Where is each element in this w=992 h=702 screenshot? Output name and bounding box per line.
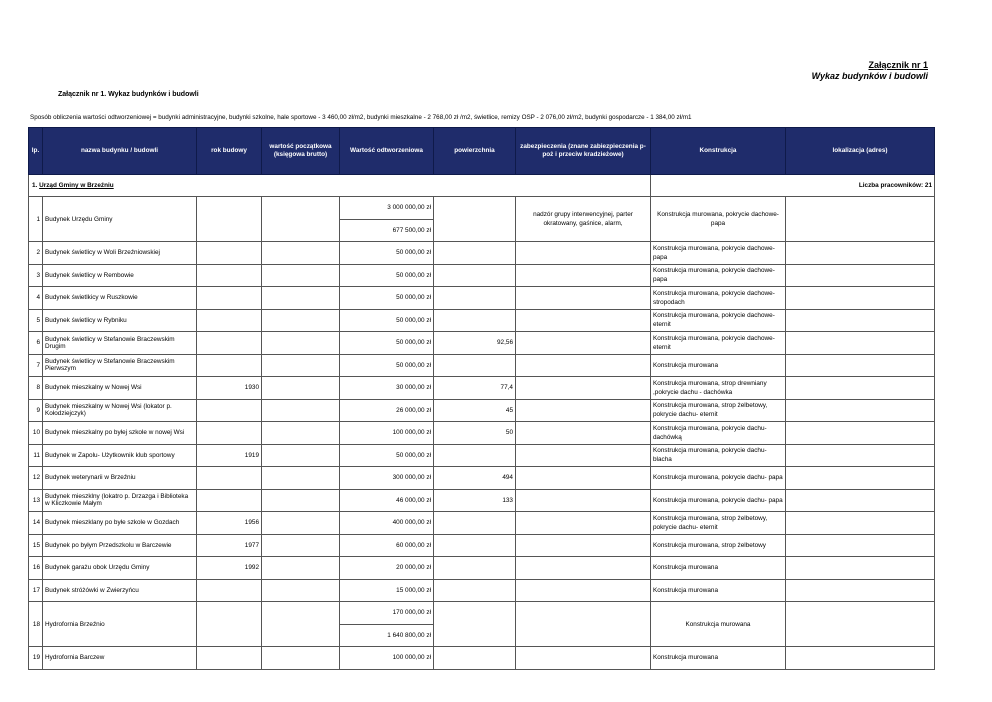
row-security xyxy=(516,557,651,580)
row-security xyxy=(516,242,651,265)
row-lp: 10 xyxy=(29,422,43,445)
header-subtitle: Wykaz budynków i budowli xyxy=(811,71,928,81)
row-name: Budynek świetlicy w Stefanowie Braczewskim Pierwszym xyxy=(43,354,197,377)
row-security xyxy=(516,399,651,422)
row-replacement-value: 46 000,00 zł xyxy=(340,489,434,512)
row-year xyxy=(197,354,262,377)
table-row xyxy=(29,287,935,310)
row-name: Budynek stróżówki w Zwierzyńcu xyxy=(43,579,197,602)
document-subtitle: Załącznik nr 1. Wykaz budynków i budowli xyxy=(58,91,199,98)
row-security xyxy=(516,467,651,490)
row-name: Budynek Urzędu Gminy xyxy=(43,197,197,242)
row-year xyxy=(197,242,262,265)
table-row xyxy=(29,512,935,535)
page-header xyxy=(812,60,928,81)
row-construction: Konstrukcja murowana xyxy=(651,557,786,580)
row-name: Budynek mieszkalny w Nowej Wsi xyxy=(43,377,197,400)
row-location xyxy=(786,489,935,512)
row-replacement-value: 50 000,00 zł xyxy=(340,354,434,377)
row-year: 1930 xyxy=(197,377,262,400)
row-replacement-value: 170 000,00 zł xyxy=(340,602,434,625)
row-name: Hydrofornia Brzeźnio xyxy=(43,602,197,647)
row-construction: Konstrukcja murowana, strop żelbetowy, pokrycie dachu- eternit xyxy=(651,399,786,422)
row-location xyxy=(786,467,935,490)
row-year xyxy=(197,332,262,355)
row-area xyxy=(434,197,516,242)
table-header-row xyxy=(29,128,935,175)
row-area xyxy=(434,264,516,287)
row-lp: 7 xyxy=(29,354,43,377)
row-location xyxy=(786,399,935,422)
row-location xyxy=(786,557,935,580)
row-security xyxy=(516,332,651,355)
row-construction: Konstrukcja murowana xyxy=(651,602,786,647)
col-name: nazwa budynku / budowli xyxy=(43,128,197,175)
row-lp: 8 xyxy=(29,377,43,400)
col-lp: lp. xyxy=(29,128,43,175)
row-name: Budynek mieszklany po byłe szkole w Gozdach xyxy=(43,512,197,535)
col-construction: Konstrukcja xyxy=(651,128,786,175)
col-security: zabezpieczenia (znane zabiezpieczenia p-poż i przeciw kradzieżowe) xyxy=(516,128,651,175)
row-year: 1977 xyxy=(197,534,262,557)
table-row xyxy=(29,399,935,422)
row-initial-value xyxy=(262,309,340,332)
row-initial-value xyxy=(262,557,340,580)
row-year xyxy=(197,422,262,445)
row-lp: 15 xyxy=(29,534,43,557)
row-lp: 17 xyxy=(29,579,43,602)
row-replacement-value: 1 640 800,00 zł xyxy=(340,624,434,647)
row-security xyxy=(516,602,651,647)
table-row xyxy=(29,467,935,490)
row-name: Budynek świetlicy w Stefanowie Braczewskim Drugim xyxy=(43,332,197,355)
row-name: Budynek świetlicy w Rybniku xyxy=(43,309,197,332)
row-year xyxy=(197,602,262,647)
row-area xyxy=(434,242,516,265)
row-area xyxy=(434,602,516,647)
table-row xyxy=(29,264,935,287)
row-name: Budynek mieszkalny w Nowej Wsi (lokator p. Kołodziejczyk) xyxy=(43,399,197,422)
table-row xyxy=(29,647,935,670)
row-lp: 19 xyxy=(29,647,43,670)
row-security xyxy=(516,287,651,310)
table-row xyxy=(29,332,935,355)
table-row xyxy=(29,242,935,265)
row-initial-value xyxy=(262,287,340,310)
row-location xyxy=(786,534,935,557)
col-initial-value: wartość początkowa (księgowa brutto) xyxy=(262,128,340,175)
row-location xyxy=(786,309,935,332)
row-construction: Konstrukcja murowana, pokrycie dachu- blacha xyxy=(651,444,786,467)
table-row xyxy=(29,489,935,512)
table-row xyxy=(29,444,935,467)
row-replacement-value: 20 000,00 zł xyxy=(340,557,434,580)
row-security xyxy=(516,579,651,602)
section-number: 1. xyxy=(32,182,38,189)
row-replacement-value: 50 000,00 zł xyxy=(340,332,434,355)
table-row xyxy=(29,557,935,580)
row-lp: 6 xyxy=(29,332,43,355)
row-location xyxy=(786,512,935,535)
row-area xyxy=(434,309,516,332)
row-lp: 11 xyxy=(29,444,43,467)
row-area: 92,56 xyxy=(434,332,516,355)
row-security xyxy=(516,512,651,535)
row-year xyxy=(197,489,262,512)
row-construction: Konstrukcja murowana, strop żelbetowy, pokrycie dachu- eternit xyxy=(651,512,786,535)
row-area xyxy=(434,557,516,580)
row-lp: 18 xyxy=(29,602,43,647)
row-area: 45 xyxy=(434,399,516,422)
row-area xyxy=(434,354,516,377)
row-replacement-value: 3 000 000,00 zł xyxy=(340,197,434,220)
row-construction: Konstrukcja murowana, pokrycie dachu- papa xyxy=(651,489,786,512)
col-replacement-value: Wartość odtworzeniowa xyxy=(340,128,434,175)
section-employees: Liczba pracowników: 21 xyxy=(651,175,935,197)
table-row xyxy=(29,422,935,445)
section-cell xyxy=(29,175,651,197)
row-initial-value xyxy=(262,444,340,467)
row-area: 50 xyxy=(434,422,516,445)
row-lp: 16 xyxy=(29,557,43,580)
row-location xyxy=(786,264,935,287)
row-replacement-value: 50 000,00 zł xyxy=(340,444,434,467)
row-area: 133 xyxy=(434,489,516,512)
row-construction: Konstrukcja murowana, pokrycie dachu- papa xyxy=(651,467,786,490)
header-title: Załącznik nr 1 xyxy=(868,60,928,70)
row-construction: Konstrukcja murowana, pokrycie dachowe- eternit xyxy=(651,309,786,332)
row-replacement-value: 100 000,00 zł xyxy=(340,647,434,670)
row-construction: Konstrukcja murowana, pokrycie dachowe- stropodach xyxy=(651,287,786,310)
row-security xyxy=(516,489,651,512)
row-initial-value xyxy=(262,512,340,535)
row-area xyxy=(434,512,516,535)
row-name: Hydrofornia Barczew xyxy=(43,647,197,670)
row-replacement-value: 60 000,00 zł xyxy=(340,534,434,557)
row-replacement-value: 677 500,00 zł xyxy=(340,219,434,242)
row-location xyxy=(786,579,935,602)
row-lp: 9 xyxy=(29,399,43,422)
row-location xyxy=(786,242,935,265)
row-construction: Konstrukcja murowana, pokrycie dachu- dachówką xyxy=(651,422,786,445)
row-year xyxy=(197,264,262,287)
row-security xyxy=(516,534,651,557)
table-row xyxy=(29,309,935,332)
row-lp: 5 xyxy=(29,309,43,332)
row-construction: Konstrukcja murowana xyxy=(651,647,786,670)
row-year xyxy=(197,197,262,242)
row-lp: 3 xyxy=(29,264,43,287)
row-replacement-value: 26 000,00 zł xyxy=(340,399,434,422)
row-security xyxy=(516,647,651,670)
row-lp: 14 xyxy=(29,512,43,535)
row-location xyxy=(786,647,935,670)
row-location xyxy=(786,377,935,400)
row-lp: 12 xyxy=(29,467,43,490)
row-initial-value xyxy=(262,489,340,512)
row-replacement-value: 50 000,00 zł xyxy=(340,287,434,310)
row-replacement-value: 100 000,00 zł xyxy=(340,422,434,445)
row-year xyxy=(197,467,262,490)
row-security xyxy=(516,354,651,377)
row-area xyxy=(434,579,516,602)
row-lp: 13 xyxy=(29,489,43,512)
row-area xyxy=(434,647,516,670)
valuation-note: Sposób obliczenia wartości odtworzeniowej = budynki administracyjne, budynki szkolne, hale sportowe - 3 460,00 zł/m2, budynki mieszkalne - 2 768,00 zł /m2, świetlice, remizy OSP - 2 076,00 zł/m2, budynki gospodarcze - 1 384,00 zł/m1 xyxy=(30,114,692,121)
row-location xyxy=(786,197,935,242)
row-initial-value xyxy=(262,647,340,670)
row-initial-value xyxy=(262,242,340,265)
row-name: Budynek świetlicy w Woli Brzeźniowskiej xyxy=(43,242,197,265)
row-name: Budynek mieszkalny po byłej szkole w nowej Wsi xyxy=(43,422,197,445)
row-year xyxy=(197,579,262,602)
row-construction: Konstrukcja murowana, pokrycie dachowe- papa xyxy=(651,242,786,265)
row-initial-value xyxy=(262,579,340,602)
row-replacement-value: 15 000,00 zł xyxy=(340,579,434,602)
row-construction: Konstrukcja murowana, strop drewniany ,pokrycie dachu - dachówka xyxy=(651,377,786,400)
row-year xyxy=(197,309,262,332)
row-name: Budynek świetlicy w Rembowie xyxy=(43,264,197,287)
row-name: Budynek po byłym Przedszkolu w Barczewie xyxy=(43,534,197,557)
row-replacement-value: 30 000,00 zł xyxy=(340,377,434,400)
row-construction: Konstrukcja murowana, strop żelbetowy xyxy=(651,534,786,557)
row-location xyxy=(786,287,935,310)
row-location xyxy=(786,444,935,467)
row-year xyxy=(197,287,262,310)
row-initial-value xyxy=(262,377,340,400)
table-row xyxy=(29,534,935,557)
row-year xyxy=(197,647,262,670)
col-area: powierzchnia xyxy=(434,128,516,175)
row-location xyxy=(786,602,935,647)
row-year: 1992 xyxy=(197,557,262,580)
row-replacement-value: 50 000,00 zł xyxy=(340,264,434,287)
row-security: nadzór grupy interwencyjnej, parter okratowany, gaśnice, alarm, xyxy=(516,197,651,242)
row-name: Budynek mieszklny (lokatro p. Drzazga i Biblioteka w Kliczkowie Małym xyxy=(43,489,197,512)
row-location xyxy=(786,332,935,355)
row-lp: 4 xyxy=(29,287,43,310)
row-initial-value xyxy=(262,197,340,242)
row-replacement-value: 300 000,00 zł xyxy=(340,467,434,490)
row-replacement-value: 50 000,00 zł xyxy=(340,242,434,265)
row-lp: 1 xyxy=(29,197,43,242)
row-security xyxy=(516,422,651,445)
row-construction: Konstrukcja murowana, pokrycie dachowe- eternit xyxy=(651,332,786,355)
section-row xyxy=(29,175,935,197)
row-location xyxy=(786,422,935,445)
row-location xyxy=(786,354,935,377)
row-construction: Konstrukcja murowana xyxy=(651,354,786,377)
section-name: Urząd Gminy w Brzeźniu xyxy=(39,182,114,189)
row-security xyxy=(516,377,651,400)
row-area xyxy=(434,534,516,557)
row-year: 1919 xyxy=(197,444,262,467)
col-location: lokalizacja (adres) xyxy=(786,128,935,175)
col-year: rok budowy xyxy=(197,128,262,175)
row-area xyxy=(434,287,516,310)
row-security xyxy=(516,444,651,467)
row-area xyxy=(434,444,516,467)
row-initial-value xyxy=(262,354,340,377)
row-construction: Konstrukcja murowana, pokrycie dachowe- papa xyxy=(651,197,786,242)
row-construction: Konstrukcja murowana, pokrycie dachowe- papa xyxy=(651,264,786,287)
row-initial-value xyxy=(262,422,340,445)
row-name: Budynek świetlkicy w Ruszkowie xyxy=(43,287,197,310)
row-initial-value xyxy=(262,399,340,422)
buildings-table xyxy=(28,127,935,670)
row-area: 77,4 xyxy=(434,377,516,400)
row-initial-value xyxy=(262,534,340,557)
row-security xyxy=(516,264,651,287)
row-year: 1956 xyxy=(197,512,262,535)
row-replacement-value: 50 000,00 zł xyxy=(340,309,434,332)
table-row xyxy=(29,197,935,220)
table-row xyxy=(29,377,935,400)
row-security xyxy=(516,309,651,332)
row-replacement-value: 400 000,00 zł xyxy=(340,512,434,535)
table-row xyxy=(29,602,935,625)
row-lp: 2 xyxy=(29,242,43,265)
row-initial-value xyxy=(262,467,340,490)
row-name: Budynek weterynarii w Brzeźniu xyxy=(43,467,197,490)
row-initial-value xyxy=(262,602,340,647)
row-year xyxy=(197,399,262,422)
row-initial-value xyxy=(262,264,340,287)
row-name: Budynek garażu obok Urzędu Gminy xyxy=(43,557,197,580)
row-construction: Konstrukcja murowana xyxy=(651,579,786,602)
row-name: Budynek w Zapolu- Użytkownik klub sportowy xyxy=(43,444,197,467)
table-row xyxy=(29,354,935,377)
table-row xyxy=(29,579,935,602)
row-initial-value xyxy=(262,332,340,355)
row-area: 494 xyxy=(434,467,516,490)
